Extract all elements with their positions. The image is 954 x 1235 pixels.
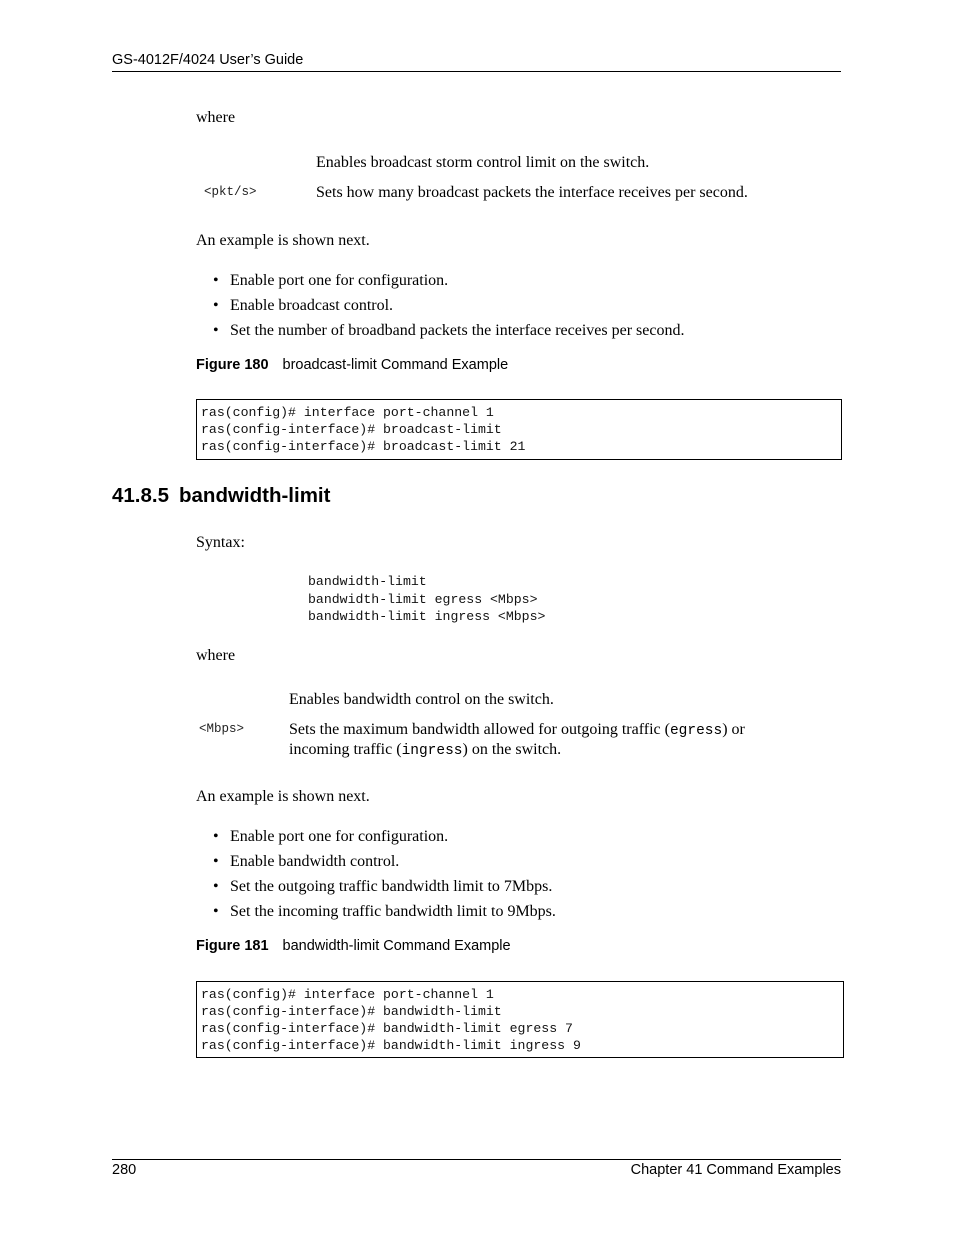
where-label: where bbox=[196, 109, 236, 126]
syntax-block bbox=[308, 573, 545, 626]
where-label: where bbox=[196, 647, 236, 664]
code-block bbox=[196, 399, 842, 460]
definition-description bbox=[289, 740, 561, 761]
figure-caption bbox=[196, 938, 511, 954]
figure-title: bandwidth-limit Command Example bbox=[282, 938, 511, 954]
list-item: • Enable port one for configuration. bbox=[213, 271, 684, 296]
header-rule bbox=[112, 71, 841, 72]
definition-term: <Mbps> bbox=[199, 722, 245, 736]
section-title: bandwidth-limit bbox=[179, 484, 331, 507]
code-line: ras(config-interface)# broadcast-limit bbox=[201, 422, 502, 437]
description-text: ) or bbox=[722, 721, 745, 738]
code-block bbox=[196, 981, 844, 1058]
definition-description: Enables bandwidth control on the switch. bbox=[289, 691, 554, 708]
syntax-line: bandwidth-limit bbox=[308, 574, 427, 589]
section-number: 41.8.5 bbox=[112, 484, 169, 507]
code-line: ras(config-interface)# bandwidth-limit ingress 9 bbox=[201, 1038, 581, 1053]
bullet-list bbox=[213, 827, 556, 927]
example-intro: An example is shown next. bbox=[196, 788, 370, 805]
description-text: Sets the maximum bandwidth allowed for outgoing traffic ( bbox=[289, 721, 670, 738]
syntax-label: Syntax: bbox=[196, 534, 245, 551]
definition-description: Sets how many broadcast packets the interface receives per second. bbox=[316, 184, 748, 201]
figure-caption bbox=[196, 357, 508, 373]
description-text: ) on the switch. bbox=[462, 741, 562, 758]
list-item: • Set the number of broadband packets the interface receives per second. bbox=[213, 321, 684, 346]
definition-term: <pkt/s> bbox=[204, 185, 257, 199]
figure-label: Figure 181 bbox=[196, 938, 269, 954]
syntax-line: bandwidth-limit ingress <Mbps> bbox=[308, 609, 546, 624]
list-item: • Enable port one for configuration. bbox=[213, 827, 556, 852]
list-item: • Set the incoming traffic bandwidth limit to 9Mbps. bbox=[213, 902, 556, 927]
code-line: ras(config-interface)# bandwidth-limit egress 7 bbox=[201, 1021, 573, 1036]
figure-label: Figure 180 bbox=[196, 357, 269, 373]
code-line: ras(config-interface)# bandwidth-limit bbox=[201, 1004, 502, 1019]
definition-description bbox=[289, 720, 745, 741]
description-text: incoming traffic ( bbox=[289, 741, 402, 758]
code-line: ras(config)# interface port-channel 1 bbox=[201, 987, 494, 1002]
bullet-list bbox=[213, 271, 684, 346]
list-item: • Enable broadcast control. bbox=[213, 296, 684, 321]
inline-code: ingress bbox=[401, 743, 463, 759]
list-item: • Set the outgoing traffic bandwidth limit to 7Mbps. bbox=[213, 877, 556, 902]
page-number: 280 bbox=[112, 1162, 137, 1178]
footer-rule bbox=[112, 1159, 841, 1160]
code-line: ras(config)# interface port-channel 1 bbox=[201, 405, 494, 420]
syntax-line: bandwidth-limit egress <Mbps> bbox=[308, 591, 538, 607]
example-intro: An example is shown next. bbox=[196, 232, 370, 249]
list-item: • Enable bandwidth control. bbox=[213, 852, 556, 877]
definition-description: Enables broadcast storm control limit on the switch. bbox=[316, 154, 650, 171]
inline-code: egress bbox=[669, 723, 723, 739]
header-title: GS-4012F/4024 User’s Guide bbox=[112, 52, 304, 68]
figure-title: broadcast-limit Command Example bbox=[282, 357, 509, 373]
chapter-title: Chapter 41 Command Examples bbox=[630, 1162, 841, 1178]
code-line: ras(config-interface)# broadcast-limit 21 bbox=[201, 439, 526, 454]
section-heading bbox=[112, 484, 330, 508]
